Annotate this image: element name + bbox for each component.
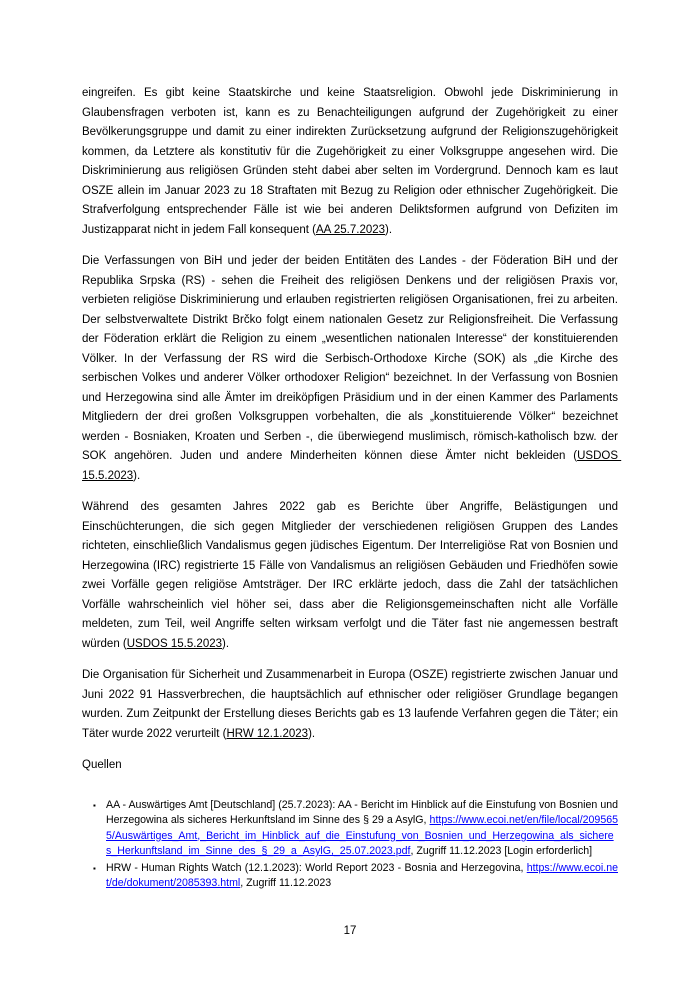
citation-reference[interactable]: USDOS 15.5.2023 bbox=[82, 450, 622, 482]
source-item bbox=[93, 798, 621, 860]
sources-list bbox=[82, 798, 621, 892]
body-paragraphs bbox=[82, 84, 622, 744]
square-bullet-icon: ▪ bbox=[93, 800, 96, 810]
square-bullet-icon: ▪ bbox=[93, 863, 96, 873]
text-run: ). bbox=[222, 637, 230, 650]
external-url-link[interactable]: https://www.ecoi.net/en/file/local/2095655/Auswärtiges_Amt,_Bericht_im_Hinblick_auf_die_Einstufung_von_Bosnien_und_Herzegowina_als_sicheres_Herkunftsland_im_Sinne_des_§_29_a_AsylG,_25.07.2023.pdf bbox=[106, 814, 618, 857]
paragraph bbox=[82, 252, 622, 486]
page-content bbox=[82, 84, 622, 893]
text-run: ). bbox=[133, 469, 141, 482]
text-run: Die Verfassungen von BiH und jeder der beiden Entitäten des Landes - der Föderation BiH und der Republika Srpska (RS) - sehen die Freiheit des religiösen Denkens und der religiösen Praxis vor, verbieten religiöse Diskriminierung und erlauben registrierten religiösen Organisationen, frei zu arbeiten. Der selbstverwaltete Distrikt Brčko folgt einem nationalen Gesetz zur Religionsfreiheit. Die Verfassung der Föderation erklärt die Religion zu einem „wesentlichen nationalen Interesse“ der konstituierenden Völker. In der Verfassung der RS wird die Serbisch-Orthodoxe Kirche (SOK) als „die Kirche des serbischen Volkes und anderer Völker orthodoxer Religion“ bezeichnet. In der Verfassung von Bosnien und Herzegowina sind alle Ämter im dreiköpfigen Präsidium und in der einen Kammer des Parlaments Mitgliedern der drei großen Volksgruppen vorbehalten, die als „konstituierende Völker“ bezeichnet werden - Bosniaken, Kroaten und Serben -, die überwiegend muslimisch, römisch-katholisch bzw. der SOK angehören. Juden und andere Minderheiten können diese Ämter nicht bekleiden ( bbox=[82, 255, 622, 462]
page-number: 17 bbox=[343, 925, 357, 937]
paragraph bbox=[82, 666, 622, 744]
sources-heading: Quellen bbox=[82, 759, 122, 771]
paragraph bbox=[82, 498, 622, 654]
text-run: HRW - Human Rights Watch (12.1.2023): World Report 2023 - Bosnia and Herzegovina, bbox=[106, 861, 527, 874]
text-run: ). bbox=[385, 223, 393, 236]
paragraph bbox=[82, 84, 622, 240]
text-run: , Zugriff 11.12.2023 [Login erforderlich] bbox=[410, 845, 593, 857]
text-run: AA - Auswärtiges Amt [Deutschland] (25.7.2023): AA - Bericht im Hinblick auf die Einstufung von Bosnien und Herzegowina als sicheres Herkunftsland im Sinne des § 29 a AsylG, bbox=[106, 798, 621, 826]
citation-reference[interactable]: USDOS 15.5.2023 bbox=[126, 637, 223, 650]
text-run: , Zugriff 11.12.2023 bbox=[240, 877, 332, 889]
source-text bbox=[106, 861, 618, 892]
external-url-link[interactable]: https://www.ecoi.net/de/dokument/2085393.html bbox=[106, 861, 618, 889]
source-text bbox=[106, 798, 621, 860]
text-run: Während des gesamten Jahres 2022 gab es Berichte über Angriffe, Belästigungen und Einschüchterungen, die sich gegen Mitglieder der verschiedenen religiösen Gruppen des Landes richteten, einschließlich Vandalismus gegen jüdisches Eigentum. Der Interreligiöse Rat von Bosnien und Herzegowina (IRC) registrierte 15 Fälle von Vandalismus an religiösen Gebäuden und Friedhöfen sowie zwei Vorfälle gegen religiöse Amtsträger. Der IRC erklärte jedoch, dass die Zahl der tatsächlichen Vorfälle wahrscheinlich viel höher sei, dass aber die Religionsgemeinschaften nicht alle Vorfälle meldeten, zum Teil, weil Angriffe selten wirksam verfolgt und die Täter fast nie angemessen bestraft würden ( bbox=[82, 501, 622, 650]
text-run: Die Organisation für Sicherheit und Zusammenarbeit in Europa (OSZE) registrierte zwischen Januar und Juni 2022 91 Hassverbrechen, die hauptsächlich auf ethnischer oder religiöser Grundlage begangen wurden. Zum Zeitpunkt der Erstellung dieses Berichts gab es 13 laufende Verfahren gegen die Täter; ein Täter wurde 2022 verurteilt ( bbox=[82, 669, 622, 740]
citation-reference[interactable]: HRW 12.1.2023 bbox=[226, 727, 309, 740]
citation-reference[interactable]: AA 25.7.2023 bbox=[315, 223, 386, 236]
source-item bbox=[93, 861, 618, 892]
text-run: eingreifen. Es gibt keine Staatskirche und keine Staatsreligion. Obwohl jede Diskriminierung in Glaubensfragen verboten ist, kann es zu Benachteiligungen aufgrund der Zugehörigkeit zu einer Bevölkerungsgruppe und damit zu einer indirekten Zurücksetzung aufgrund der Religionszugehörigkeit kommen, da Letztere als konstitutiv für die Zugehörigkeit zu einer Volksgruppe angesehen wird. Die Diskriminierung aus religiösen Gründen steht dabei aber selten im Vordergrund. Dennoch kam es laut OSZE allein im Januar 2023 zu 18 Straftaten mit Bezug zu Religion oder ethnischer Zugehörigkeit. Die Strafverfolgung entsprechender Fälle ist wie bei anderen Deliktsformen aufgrund von Defiziten im Justizapparat nicht in jedem Fall konsequent ( bbox=[82, 87, 622, 236]
text-run: ). bbox=[308, 727, 316, 740]
